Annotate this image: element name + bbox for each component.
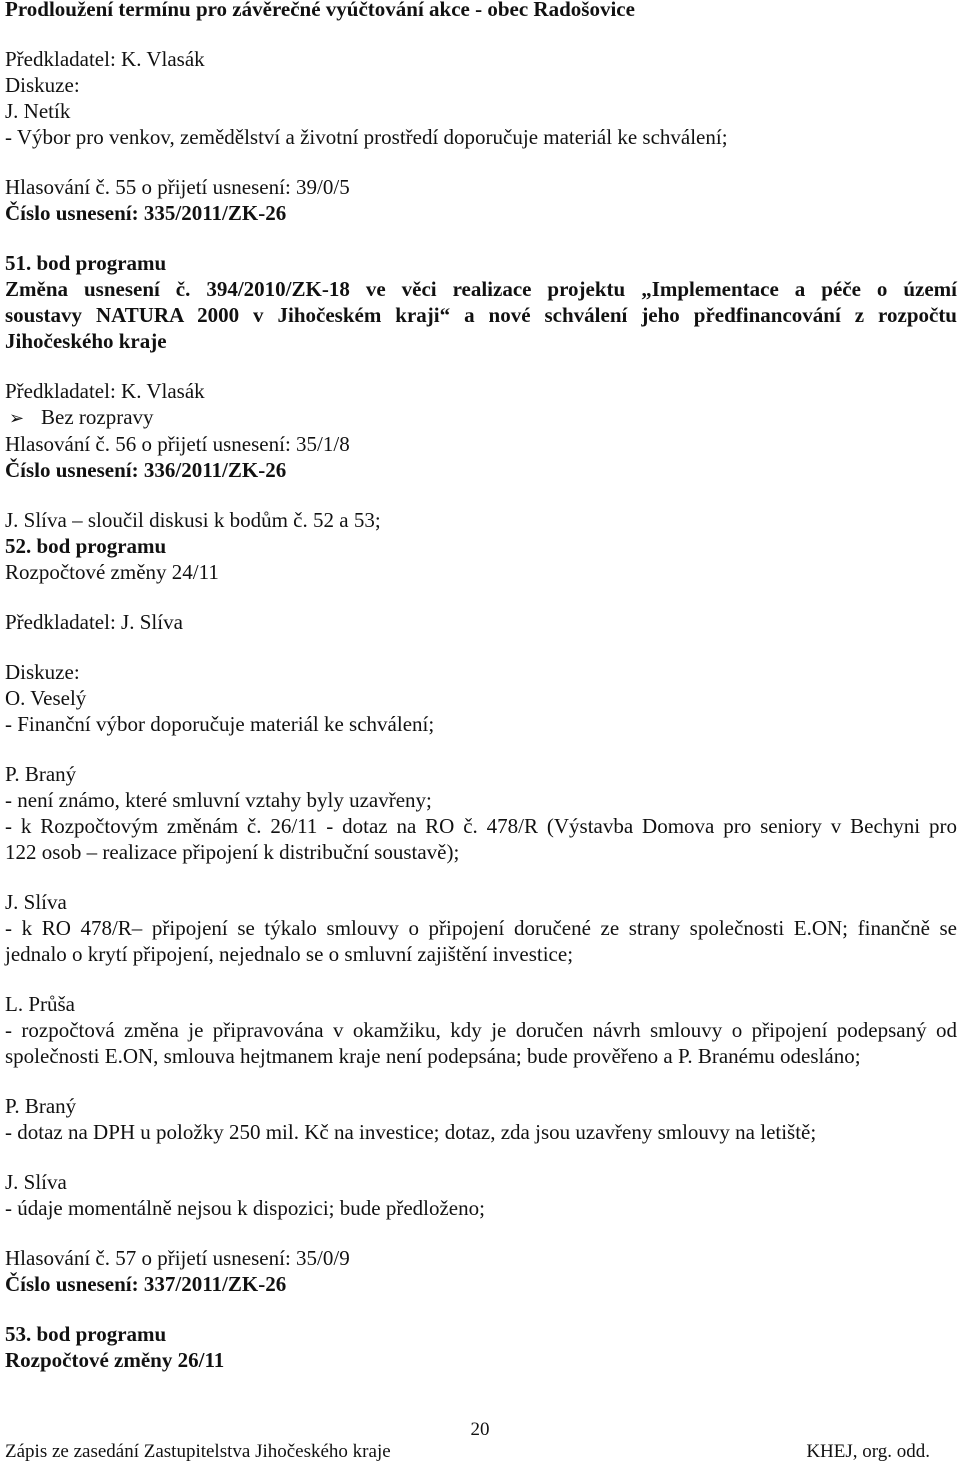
speaker-name: J. Slíva (5, 1170, 67, 1194)
speaker-text: - k RO 478/R– připojení se týkalo smlouvy o připojení doručené ze strany společnosti E.ON; finančně se (5, 916, 957, 940)
speaker-text: společnosti E.ON, smlouva hejtmanem kraje není podepsána; bude prověřeno a P. Branému odesláno; (5, 1044, 861, 1068)
vote-result: Hlasování č. 55 o přijetí usnesení: 39/0/5 (5, 175, 350, 199)
presenter: Předkladatel: J. Slíva (5, 610, 183, 634)
agenda-item-number: 53. bod programu (5, 1322, 167, 1346)
presenter: Předkladatel: K. Vlasák (5, 379, 205, 403)
speaker-name: P. Braný (5, 762, 77, 786)
resolution-number: Číslo usnesení: 336/2011/ZK-26 (5, 458, 287, 482)
bullet-text: Bez rozpravy (41, 405, 154, 429)
bullet-item (5, 404, 957, 431)
agenda-item-number: 52. bod programu (5, 534, 167, 558)
footer-left-text: Zápis ze zasedání Zastupitelstva Jihočeského kraje (5, 1441, 391, 1462)
speaker-text: - rozpočtová změna je připravována v okamžiku, kdy je doručen návrh smlouvy o připojení podepsaný od (5, 1018, 957, 1042)
speaker-text: - k Rozpočtovým změnám č. 26/11 - dotaz na RO č. 478/R (Výstavba Domova pro seniory v Bechyni pro (5, 814, 957, 838)
footer-right-text: KHEJ, org. odd. (806, 1441, 930, 1462)
arrow-bullet-icon: ➢ (9, 408, 25, 428)
speaker-text: - Výbor pro venkov, zemědělství a životní prostředí doporučuje materiál ke schválení; (5, 125, 728, 149)
speaker-text: - není známo, které smluvní vztahy byly uzavřeny; (5, 788, 432, 812)
speaker-name: L. Průša (5, 992, 75, 1016)
vote-result: Hlasování č. 56 o přijetí usnesení: 35/1/8 (5, 432, 350, 456)
agenda-item-title: Změna usnesení č. 394/2010/ZK-18 ve věci realizace projektu „Implementace a péče o území (5, 277, 957, 301)
page-footer (5, 1441, 930, 1463)
agenda-item-title: soustavy NATURA 2000 v Jihočeském kraji“ a nové schválení jeho předfinancování z rozpočtu (5, 303, 957, 327)
merge-note: J. Slíva – sloučil diskusi k bodům č. 52 a 53; (5, 508, 381, 532)
agenda-item-title: Jihočeského kraje (5, 329, 167, 353)
document-body (5, 0, 957, 1373)
presenter: Předkladatel: K. Vlasák (5, 47, 205, 71)
speaker-name: J. Netík (5, 99, 71, 123)
speaker-name: P. Braný (5, 1094, 77, 1118)
page-number: 20 (470, 1419, 490, 1440)
speaker-name: J. Slíva (5, 890, 67, 914)
agenda-item-number: 51. bod programu (5, 251, 167, 275)
speaker-text: - údaje momentálně nejsou k dispozici; bude předloženo; (5, 1196, 485, 1220)
resolution-number: Číslo usnesení: 335/2011/ZK-26 (5, 201, 287, 225)
resolution-number: Číslo usnesení: 337/2011/ZK-26 (5, 1272, 287, 1296)
agenda-item-title: Rozpočtové změny 26/11 (5, 1348, 225, 1372)
item-title: Prodloužení termínu pro závěrečné vyúčtování akce - obec Radošovice (5, 0, 635, 21)
vote-result: Hlasování č. 57 o přijetí usnesení: 35/0/9 (5, 1246, 350, 1270)
speaker-text: - Finanční výbor doporučuje materiál ke schválení; (5, 712, 435, 736)
speaker-text: - dotaz na DPH u položky 250 mil. Kč na investice; dotaz, zda jsou uzavřeny smlouvy na letiště; (5, 1120, 817, 1144)
speaker-name: O. Veselý (5, 686, 87, 710)
discussion-label: Diskuze: (5, 73, 80, 97)
speaker-text: jednalo o krytí připojení, nejednalo se o smluvní zajištění investice; (5, 942, 574, 966)
discussion-label: Diskuze: (5, 660, 80, 684)
speaker-text: 122 osob – realizace připojení k distribuční soustavě); (5, 840, 460, 864)
agenda-item-title: Rozpočtové změny 24/11 (5, 560, 219, 584)
